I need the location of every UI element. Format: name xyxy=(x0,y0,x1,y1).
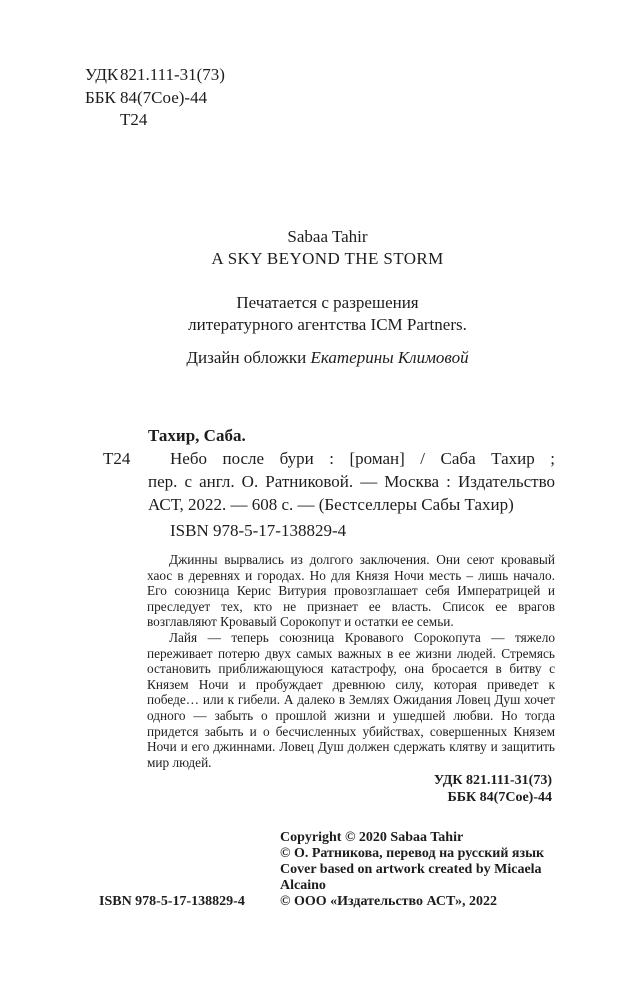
copyright-line-original: Copyright © 2020 Sabaa Tahir xyxy=(280,830,464,845)
udk-label: УДК xyxy=(85,65,119,84)
author-code-line xyxy=(85,109,225,132)
cover-design-prefix: Дизайн обложки xyxy=(186,348,311,367)
cover-design-credit xyxy=(100,347,555,369)
bibliographic-entry xyxy=(148,424,555,542)
bottom-classification-codes xyxy=(434,773,552,806)
original-author: Sabaa Tahir xyxy=(287,227,368,246)
bbk-label: ББК xyxy=(85,87,116,107)
copyright-line-cover-2: Alcaino xyxy=(280,878,326,893)
annotation-text xyxy=(147,552,555,770)
copyright-notices xyxy=(280,830,544,910)
permission-note-line2: литературного агентства ICM Partners. xyxy=(188,315,467,334)
top-classification-codes xyxy=(85,64,225,132)
copyright-line-translation: © О. Ратникова, перевод на русский язык xyxy=(280,846,545,861)
author-code: Т24 xyxy=(120,110,148,129)
bbk-line xyxy=(85,87,225,110)
isbn-main: ISBN 978-5-17-138829-4 xyxy=(170,521,347,540)
annotation-paragraph-1: Джинны вырвались из долгого заключения. Они сеют кровавый хаос в деревнях и городах. Но для Князя Ночи месть – лишь начало. Его союзница Керис Витурия провозглашает себя Императрицей и преследует тех, кто не признает ее власть. Список ее врагов возглавляют Кровавый Сорокопут и остатки ее семьи. xyxy=(147,552,555,630)
udk-line xyxy=(85,64,225,87)
copyright-line-cover-1: Cover based on artwork created by Micaela xyxy=(280,862,542,877)
bib-description-line2: пер. с англ. О. Ратниковой. — Москва : Издательство xyxy=(148,472,555,491)
bottom-udk: УДК 821.111-31(73) xyxy=(433,773,552,788)
udk-value: 821.111-31(73) xyxy=(120,65,225,84)
bib-author-code: Т24 xyxy=(103,449,131,468)
author-code-spacer xyxy=(85,109,120,132)
original-title: A SKY BEYOND THE STORM xyxy=(211,249,444,268)
permission-note-line1: Печатается с разрешения xyxy=(236,293,419,312)
original-title-block xyxy=(100,226,555,369)
annotation-paragraph-2: Лайя — теперь союзница Кровавого Сорокопута — тяжело переживает потерю двух самых важных в ее жизни людей. Стремясь остановить приближающуюся катастрофу, она бросается в битву с Князем Ночи и пробуждает древнюю силу, которая приведет к победе… или к гибели. А далеко в Землях Ожидания Ловец Душ хочет одного — забыть о прошлой жизни и ушедшей любви. Но тогда придется забыть и о бесчисленных убийствах, совершенных Князем Ночи и его джиннами. Ловец Душ должен сдержать клятву и защитить мир людей. xyxy=(147,629,555,770)
copyright-line-publisher: © ООО «Издательство АСТ», 2022 xyxy=(280,894,498,909)
isbn-footer: ISBN 978-5-17-138829-4 xyxy=(99,894,245,909)
bib-author-heading: Тахир, Саба. xyxy=(148,426,246,445)
bottom-bbk: ББК 84(7Сое)-44 xyxy=(447,789,552,805)
cover-designer-name: Екатерины Климовой xyxy=(310,348,469,367)
bib-description-line1: Небо после бури : [роман] / Саба Тахир ; xyxy=(170,449,555,468)
bbk-value: 84(7Сое)-44 xyxy=(120,87,208,107)
bib-description-line3: АСТ, 2022. — 608 с. — (Бестселлеры Сабы Тахир) xyxy=(148,495,514,514)
